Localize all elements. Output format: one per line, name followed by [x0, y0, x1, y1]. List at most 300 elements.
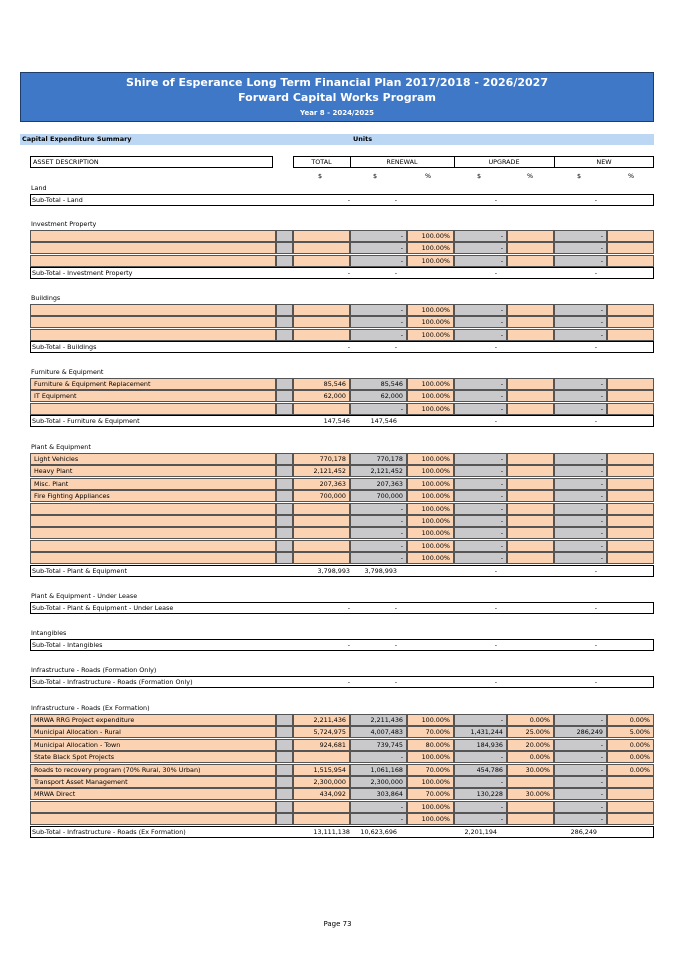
new-amount-cell[interactable]: - [554, 304, 607, 316]
upgrade-percent-cell[interactable] [507, 540, 554, 552]
new-percent-cell[interactable] [607, 788, 654, 800]
new-amount-cell[interactable]: - [554, 739, 607, 751]
asset-description-cell[interactable] [30, 255, 276, 267]
subtotal-label: Sub-Total - Furniture & Equipment [32, 417, 140, 426]
renewal-amount-cell[interactable]: - [350, 813, 407, 825]
asset-description-cell[interactable] [30, 242, 276, 254]
asset-description-cell[interactable]: Light Vehicles [30, 453, 276, 465]
renewal-amount-cell[interactable]: 207,363 [350, 478, 407, 490]
renewal-percent-cell[interactable]: 100.00% [407, 242, 454, 254]
upgrade-amount-cell[interactable]: 184,936 [454, 739, 507, 751]
upgrade-amount-cell[interactable]: - [454, 503, 507, 515]
upgrade-amount-cell[interactable]: - [454, 751, 507, 763]
spacer-cell [276, 788, 293, 800]
new-amount-cell[interactable]: - [554, 788, 607, 800]
upgrade-percent-cell[interactable] [507, 465, 554, 477]
renewal-amount-cell[interactable]: 700,000 [350, 490, 407, 502]
upgrade-percent-cell[interactable]: 25.00% [507, 726, 554, 738]
spacer-cell [276, 242, 293, 254]
subtotal-total: - [347, 678, 350, 686]
new-amount-cell[interactable]: - [554, 403, 607, 415]
spacer-cell [276, 390, 293, 402]
spacer-cell [276, 739, 293, 751]
asset-description-cell[interactable] [30, 503, 276, 515]
renewal-percent-cell[interactable]: 100.00% [407, 465, 454, 477]
subtotal-total: - [347, 343, 350, 352]
upgrade-percent-cell[interactable]: 30.00% [507, 764, 554, 776]
total-cell[interactable] [293, 540, 350, 552]
new-percent-cell[interactable] [607, 515, 654, 527]
summary-title: Capital Expenditure Summary [22, 135, 132, 143]
renewal-percent-cell[interactable]: 100.00% [407, 403, 454, 415]
subtotal-label: Sub-Total - Investment Property [32, 269, 133, 278]
upgrade-percent-cell[interactable] [507, 490, 554, 502]
upgrade-percent-cell[interactable] [507, 255, 554, 267]
upgrade-amount-cell[interactable]: - [454, 390, 507, 402]
upgrade-percent-cell[interactable] [507, 552, 554, 564]
renewal-percent-cell[interactable]: 100.00% [407, 490, 454, 502]
new-percent-cell[interactable] [607, 465, 654, 477]
subtotal-new: - [594, 678, 597, 686]
subtotal-label: Sub-Total - Infrastructure - Roads (Ex Formation) [32, 827, 186, 836]
upgrade-amount-cell[interactable]: - [454, 304, 507, 316]
new-percent-cell[interactable] [607, 403, 654, 415]
subtotal-new: - [594, 196, 597, 204]
report-year: Year 8 - 2024/2025 [300, 109, 374, 117]
spacer-cell [276, 453, 293, 465]
upgrade-percent-cell[interactable] [507, 230, 554, 242]
section-title: Infrastructure - Roads (Ex Formation) [31, 704, 150, 712]
renewal-amount-cell[interactable]: - [350, 316, 407, 328]
new-percent-cell[interactable] [607, 453, 654, 465]
total-cell[interactable]: 5,724,975 [293, 726, 350, 738]
subtotal-total: - [347, 269, 350, 278]
renewal-amount-cell[interactable]: 2,211,436 [350, 714, 407, 726]
new-amount-cell[interactable]: - [554, 329, 607, 341]
upgrade-percent-cell[interactable] [507, 515, 554, 527]
new-amount-cell[interactable]: - [554, 540, 607, 552]
asset-description-cell[interactable]: Municipal Allocation - Rural [30, 726, 276, 738]
subtotal-upgrade: 2,201,194 [464, 827, 497, 836]
subtotal-renewal: - [394, 641, 397, 649]
new-amount-cell[interactable]: - [554, 751, 607, 763]
subtotal-row [30, 639, 654, 651]
new-percent-cell[interactable] [607, 390, 654, 402]
total-cell[interactable]: 85,546 [293, 378, 350, 390]
upgrade-amount-cell[interactable]: - [454, 813, 507, 825]
new-amount-cell[interactable]: - [554, 515, 607, 527]
new-amount-cell[interactable]: - [554, 552, 607, 564]
spacer-cell [276, 527, 293, 539]
upgrade-amount-cell[interactable]: - [454, 403, 507, 415]
subtotal-upgrade: - [494, 269, 497, 278]
unit-new-amount: $ [577, 172, 582, 180]
subtotal-total: - [347, 641, 350, 649]
asset-description-label: ASSET DESCRIPTION [33, 158, 99, 166]
new-amount-cell[interactable]: - [554, 390, 607, 402]
renewal-amount-cell[interactable]: 770,178 [350, 453, 407, 465]
upgrade-amount-cell[interactable]: - [454, 776, 507, 788]
renewal-percent-cell[interactable]: 100.00% [407, 329, 454, 341]
spacer-cell [276, 304, 293, 316]
renewal-percent-cell[interactable]: 100.00% [407, 801, 454, 813]
total-cell[interactable] [293, 552, 350, 564]
spacer-cell [276, 403, 293, 415]
spacer-cell [276, 230, 293, 242]
total-cell[interactable]: 700,000 [293, 490, 350, 502]
new-percent-cell[interactable]: 0.00% [607, 764, 654, 776]
new-percent-cell[interactable] [607, 304, 654, 316]
renewal-percent-cell[interactable]: 70.00% [407, 764, 454, 776]
renewal-percent-cell[interactable]: 100.00% [407, 316, 454, 328]
subtotal-renewal: - [394, 343, 397, 352]
subtotal-label: Sub-Total - Plant & Equipment - Under Lease [32, 604, 174, 612]
report-subtitle: Forward Capital Works Program [238, 91, 436, 104]
asset-description-cell[interactable]: Furniture & Equipment Replacement [30, 378, 276, 390]
renewal-amount-cell[interactable]: - [350, 552, 407, 564]
renewal-percent-cell[interactable]: 80.00% [407, 739, 454, 751]
renewal-amount-cell[interactable]: - [350, 515, 407, 527]
renewal-percent-cell[interactable]: 100.00% [407, 552, 454, 564]
asset-description-cell[interactable]: Misc. Plant [30, 478, 276, 490]
asset-description-cell[interactable] [30, 801, 276, 813]
new-percent-cell[interactable]: 0.00% [607, 739, 654, 751]
asset-description-cell[interactable] [30, 552, 276, 564]
renewal-amount-cell[interactable]: - [350, 503, 407, 515]
renewal-percent-cell[interactable]: 100.00% [407, 813, 454, 825]
asset-description-cell[interactable]: State Black Spot Projects [30, 751, 276, 763]
upgrade-amount-cell[interactable]: - [454, 552, 507, 564]
subtotal-total: 147,546 [323, 417, 350, 426]
spacer-cell [276, 764, 293, 776]
upgrade-percent-cell[interactable] [507, 527, 554, 539]
upgrade-percent-cell[interactable] [507, 390, 554, 402]
upgrade-percent-cell[interactable] [507, 329, 554, 341]
renewal-percent-cell[interactable]: 100.00% [407, 714, 454, 726]
upgrade-amount-cell[interactable]: - [454, 329, 507, 341]
asset-description-cell[interactable]: MRWA RRG Project expenditure [30, 714, 276, 726]
upgrade-percent-cell[interactable] [507, 403, 554, 415]
spacer-cell [276, 726, 293, 738]
total-cell[interactable] [293, 230, 350, 242]
subtotal-label: Sub-Total - Land [32, 196, 83, 204]
spacer-cell [276, 503, 293, 515]
subtotal-new: - [594, 641, 597, 649]
total-cell[interactable]: 2,121,452 [293, 465, 350, 477]
new-column-label: NEW [596, 158, 612, 166]
subtotal-renewal: - [394, 269, 397, 278]
subtotal-new: - [594, 417, 597, 426]
renewal-amount-cell[interactable]: 2,300,000 [350, 776, 407, 788]
renewal-percent-cell[interactable]: 100.00% [407, 515, 454, 527]
new-percent-cell[interactable] [607, 776, 654, 788]
renewal-amount-cell[interactable]: - [350, 304, 407, 316]
renewal-percent-cell[interactable]: 100.00% [407, 230, 454, 242]
new-percent-cell[interactable] [607, 490, 654, 502]
subtotal-renewal: - [394, 604, 397, 612]
upgrade-amount-cell[interactable]: - [454, 540, 507, 552]
upgrade-amount-cell[interactable]: - [454, 465, 507, 477]
renewal-percent-cell[interactable]: 100.00% [407, 390, 454, 402]
upgrade-amount-cell[interactable]: - [454, 515, 507, 527]
new-percent-cell[interactable]: 0.00% [607, 751, 654, 763]
upgrade-percent-cell[interactable]: 0.00% [507, 714, 554, 726]
new-percent-cell[interactable] [607, 503, 654, 515]
new-percent-cell[interactable] [607, 242, 654, 254]
asset-description-cell[interactable] [30, 316, 276, 328]
asset-description-cell[interactable] [30, 527, 276, 539]
new-amount-cell[interactable]: 286,249 [554, 726, 607, 738]
upgrade-percent-cell[interactable]: 30.00% [507, 788, 554, 800]
upgrade-percent-cell[interactable]: 0.00% [507, 751, 554, 763]
new-percent-cell[interactable] [607, 255, 654, 267]
new-percent-cell[interactable]: 5.00% [607, 726, 654, 738]
new-amount-cell[interactable]: - [554, 503, 607, 515]
upgrade-percent-cell[interactable]: 20.00% [507, 739, 554, 751]
total-cell[interactable] [293, 329, 350, 341]
upgrade-amount-cell[interactable]: - [454, 316, 507, 328]
subtotal-upgrade: - [494, 566, 497, 575]
new-percent-cell[interactable] [607, 378, 654, 390]
upgrade-percent-cell[interactable] [507, 813, 554, 825]
report-header [20, 72, 654, 122]
renewal-amount-cell[interactable]: - [350, 540, 407, 552]
upgrade-column-label: UPGRADE [488, 158, 520, 166]
new-amount-cell[interactable]: - [554, 813, 607, 825]
total-cell[interactable] [293, 801, 350, 813]
total-cell[interactable] [293, 242, 350, 254]
upgrade-percent-cell[interactable] [507, 776, 554, 788]
renewal-percent-cell[interactable]: 100.00% [407, 527, 454, 539]
asset-description-cell[interactable] [30, 403, 276, 415]
new-amount-cell[interactable]: - [554, 453, 607, 465]
section-title: Intangibles [31, 629, 67, 637]
asset-description-cell[interactable] [30, 329, 276, 341]
total-cell[interactable]: 1,515,954 [293, 764, 350, 776]
total-cell[interactable]: 2,300,000 [293, 776, 350, 788]
new-percent-cell[interactable] [607, 813, 654, 825]
renewal-amount-cell[interactable]: - [350, 255, 407, 267]
subtotal-renewal: 10,623,696 [360, 827, 397, 836]
renewal-amount-cell[interactable]: 303,864 [350, 788, 407, 800]
upgrade-amount-cell[interactable]: - [454, 255, 507, 267]
new-percent-cell[interactable] [607, 478, 654, 490]
renewal-amount-cell[interactable]: 1,061,168 [350, 764, 407, 776]
summary-units: Units [353, 135, 373, 143]
upgrade-percent-cell[interactable] [507, 378, 554, 390]
total-cell[interactable] [293, 813, 350, 825]
total-column-label: TOTAL [311, 158, 332, 166]
subtotal-total: - [347, 604, 350, 612]
unit-new-percent: % [628, 172, 635, 180]
renewal-amount-cell[interactable]: 739,745 [350, 739, 407, 751]
renewal-column-label: RENEWAL [386, 158, 418, 166]
spacer-cell [276, 255, 293, 267]
spacer-cell [276, 478, 293, 490]
total-cell[interactable]: 434,092 [293, 788, 350, 800]
asset-description-cell[interactable]: Heavy Plant [30, 465, 276, 477]
renewal-amount-cell[interactable]: - [350, 527, 407, 539]
total-cell[interactable]: 207,363 [293, 478, 350, 490]
asset-description-cell[interactable] [30, 540, 276, 552]
upgrade-amount-cell[interactable]: 1,431,244 [454, 726, 507, 738]
upgrade-amount-cell[interactable]: - [454, 378, 507, 390]
total-cell[interactable] [293, 503, 350, 515]
renewal-amount-cell[interactable]: - [350, 242, 407, 254]
total-cell[interactable]: 62,000 [293, 390, 350, 402]
new-percent-cell[interactable] [607, 329, 654, 341]
total-cell[interactable]: 2,211,436 [293, 714, 350, 726]
renewal-percent-cell[interactable]: 100.00% [407, 478, 454, 490]
new-amount-cell[interactable]: - [554, 230, 607, 242]
subtotal-new: 286,249 [570, 827, 597, 836]
unit-renewal-amount: $ [373, 172, 378, 180]
renewal-percent-cell[interactable]: 100.00% [407, 751, 454, 763]
new-percent-cell[interactable] [607, 316, 654, 328]
total-cell[interactable] [293, 316, 350, 328]
section-title: Infrastructure - Roads (Formation Only) [31, 666, 157, 674]
upgrade-amount-cell[interactable]: - [454, 490, 507, 502]
renewal-amount-cell[interactable]: 4,007,483 [350, 726, 407, 738]
asset-description-cell[interactable]: Roads to recovery program (70% Rural, 30% Urban) [30, 764, 276, 776]
upgrade-amount-cell[interactable]: - [454, 478, 507, 490]
new-percent-cell[interactable] [607, 540, 654, 552]
new-amount-cell[interactable]: - [554, 478, 607, 490]
asset-description-cell[interactable] [30, 230, 276, 242]
renewal-amount-cell[interactable]: - [350, 230, 407, 242]
new-amount-cell[interactable]: - [554, 527, 607, 539]
new-amount-cell[interactable]: - [554, 714, 607, 726]
subtotal-new: - [594, 269, 597, 278]
renewal-percent-cell[interactable]: 100.00% [407, 378, 454, 390]
subtotal-new: - [594, 604, 597, 612]
renewal-percent-cell[interactable]: 100.00% [407, 255, 454, 267]
new-amount-cell[interactable]: - [554, 490, 607, 502]
asset-description-cell[interactable]: MRWA Direct [30, 788, 276, 800]
upgrade-amount-cell[interactable]: - [454, 453, 507, 465]
renewal-percent-cell[interactable]: 100.00% [407, 453, 454, 465]
upgrade-percent-cell[interactable] [507, 453, 554, 465]
subtotal-label: Sub-Total - Intangibles [32, 641, 103, 649]
total-cell[interactable]: 770,178 [293, 453, 350, 465]
subtotal-new: - [594, 566, 597, 575]
new-amount-cell[interactable]: - [554, 801, 607, 813]
renewal-percent-cell[interactable]: 100.00% [407, 540, 454, 552]
upgrade-percent-cell[interactable] [507, 316, 554, 328]
subtotal-total: 3,798,993 [317, 566, 350, 575]
unit-upgrade-amount: $ [477, 172, 482, 180]
new-amount-cell[interactable]: - [554, 465, 607, 477]
renewal-amount-cell[interactable]: - [350, 403, 407, 415]
asset-description-cell[interactable]: Municipal Allocation - Town [30, 739, 276, 751]
total-cell[interactable]: 924,681 [293, 739, 350, 751]
upgrade-amount-cell[interactable]: - [454, 527, 507, 539]
spacer-cell [276, 540, 293, 552]
new-amount-cell[interactable]: - [554, 255, 607, 267]
spacer-cell [276, 465, 293, 477]
renewal-amount-cell[interactable]: - [350, 751, 407, 763]
new-amount-cell[interactable]: - [554, 764, 607, 776]
total-cell[interactable] [293, 527, 350, 539]
spacer-cell [276, 801, 293, 813]
upgrade-amount-cell[interactable]: 454,786 [454, 764, 507, 776]
spacer-cell [276, 515, 293, 527]
new-amount-cell[interactable]: - [554, 776, 607, 788]
subtotal-total: - [347, 196, 350, 204]
total-cell[interactable] [293, 515, 350, 527]
upgrade-amount-cell[interactable]: - [454, 714, 507, 726]
total-cell[interactable] [293, 255, 350, 267]
renewal-percent-cell[interactable]: 100.00% [407, 304, 454, 316]
upgrade-amount-cell[interactable]: - [454, 801, 507, 813]
renewal-percent-cell[interactable]: 100.00% [407, 776, 454, 788]
renewal-amount-cell[interactable]: 2,121,452 [350, 465, 407, 477]
upgrade-percent-cell[interactable] [507, 478, 554, 490]
upgrade-amount-cell[interactable]: - [454, 242, 507, 254]
new-percent-cell[interactable] [607, 230, 654, 242]
asset-description-cell[interactable]: IT Equipment [30, 390, 276, 402]
subtotal-new: - [594, 343, 597, 352]
renewal-percent-cell[interactable]: 70.00% [407, 726, 454, 738]
renewal-amount-cell[interactable]: - [350, 801, 407, 813]
spacer-cell [276, 813, 293, 825]
upgrade-percent-cell[interactable] [507, 304, 554, 316]
new-percent-cell[interactable] [607, 801, 654, 813]
spacer-cell [276, 776, 293, 788]
total-cell[interactable] [293, 751, 350, 763]
new-percent-cell[interactable] [607, 527, 654, 539]
upgrade-percent-cell[interactable] [507, 801, 554, 813]
upgrade-amount-cell[interactable]: - [454, 230, 507, 242]
subtotal-row [30, 194, 654, 206]
subtotal-renewal: 147,546 [370, 417, 397, 426]
new-amount-cell[interactable]: - [554, 378, 607, 390]
total-cell[interactable] [293, 403, 350, 415]
unit-upgrade-percent: % [527, 172, 534, 180]
unit-renewal-percent: % [425, 172, 432, 180]
subtotal-upgrade: - [494, 417, 497, 426]
new-amount-cell[interactable]: - [554, 242, 607, 254]
renewal-amount-cell[interactable]: 85,546 [350, 378, 407, 390]
subtotal-label: Sub-Total - Buildings [32, 343, 97, 352]
upgrade-percent-cell[interactable] [507, 503, 554, 515]
new-percent-cell[interactable] [607, 552, 654, 564]
report-title: Shire of Esperance Long Term Financial Plan 2017/2018 - 2026/2027 [126, 76, 548, 89]
new-amount-cell[interactable]: - [554, 316, 607, 328]
new-percent-cell[interactable]: 0.00% [607, 714, 654, 726]
subtotal-label: Sub-Total - Plant & Equipment [32, 566, 128, 575]
renewal-percent-cell[interactable]: 100.00% [407, 503, 454, 515]
upgrade-percent-cell[interactable] [507, 242, 554, 254]
total-cell[interactable] [293, 304, 350, 316]
spacer-cell [276, 714, 293, 726]
asset-description-cell[interactable] [30, 515, 276, 527]
renewal-percent-cell[interactable]: 70.00% [407, 788, 454, 800]
asset-description-cell[interactable]: Fire Fighting Appliances [30, 490, 276, 502]
asset-description-cell[interactable] [30, 304, 276, 316]
asset-description-cell[interactable] [30, 813, 276, 825]
spacer-cell [276, 552, 293, 564]
upgrade-amount-cell[interactable]: 130,228 [454, 788, 507, 800]
spacer-cell [276, 329, 293, 341]
asset-description-cell[interactable]: Transport Asset Management [30, 776, 276, 788]
spacer-cell [276, 316, 293, 328]
section-title: Plant & Equipment [31, 443, 91, 451]
renewal-amount-cell[interactable]: - [350, 329, 407, 341]
renewal-amount-cell[interactable]: 62,000 [350, 390, 407, 402]
capital-summary-bar [20, 134, 654, 145]
subtotal-total: 13,111,138 [313, 827, 350, 836]
